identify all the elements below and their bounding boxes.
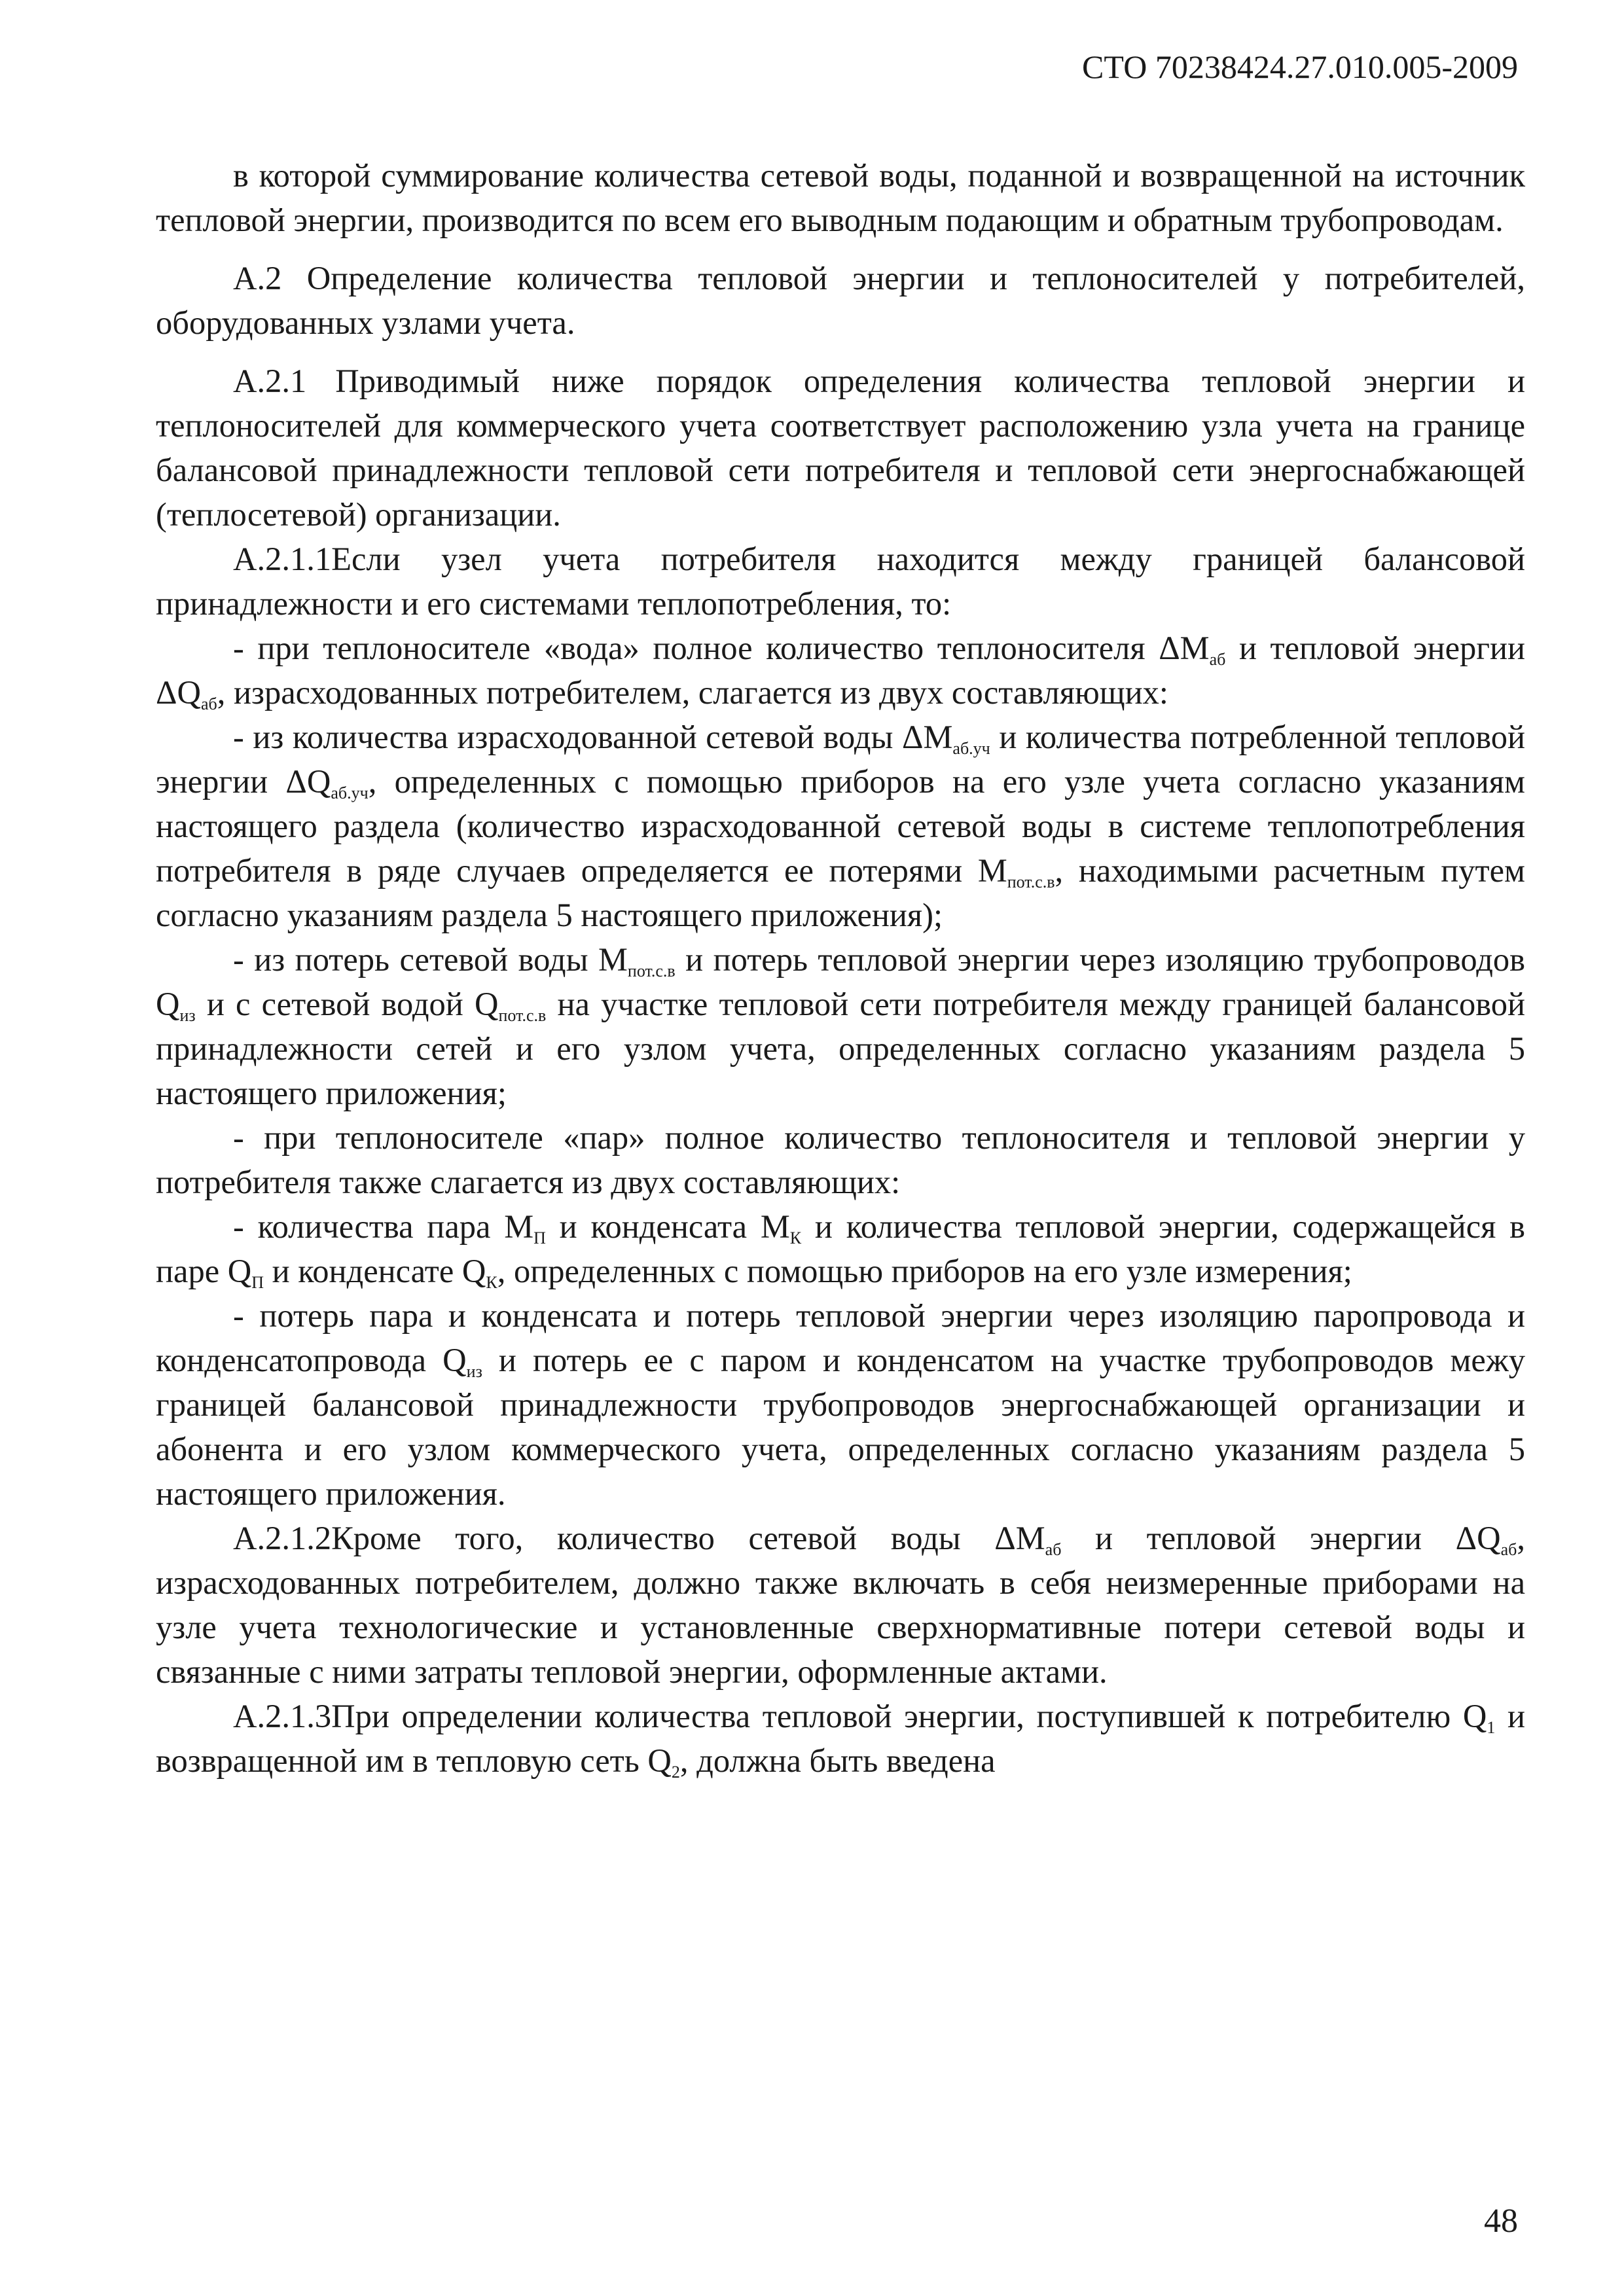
paragraph-a2-1-2: А.2.1.2Кроме того, количество сетевой воды $\Delta M_{аб}$ и тепловой энергии $\Delta Q_{аб}$, израсходованных потребителем, должно также включать в себя неизмеренные приборами на узле учета технологические и установленные сверхнормативные потери сетевой воды и связанные с ними затраты тепловой энергии, оформленные актами.	[156, 1520, 1526, 1690]
formula-delta-q-abuch: $\Delta Q_{аб.уч}$	[285, 763, 369, 802]
formula-q-potsv: $Q_{пот.с.в}$	[474, 986, 547, 1025]
clause-number: А.2.1.2	[233, 1520, 332, 1556]
formula-q-p: $Q_П$	[227, 1253, 264, 1292]
formula-m-potsv: $M_{пот.с.в}$	[977, 852, 1055, 891]
formula-q-iz: $Q_{из}$	[156, 986, 196, 1025]
document-code-header: СТО 70238424.27.010.005-2009	[1082, 48, 1518, 85]
list-item-steam: - при теплоносителе «пар» полное количество теплоносителя и тепловой энергии у потребителя также слагается из двух составляющих:	[156, 1119, 1525, 1200]
formula-delta-q-ab: $\Delta Q_{аб}$	[1455, 1520, 1517, 1559]
section-heading-a2: А.2 Определение количества тепловой энергии и теплоносителей у потребителей, оборудованных узлами учета.	[156, 260, 1525, 341]
formula-delta-q-ab: $\Delta Q_{аб}$	[156, 674, 217, 713]
formula-q2: $Q_2$	[647, 1742, 680, 1782]
formula-m-potsv: $M_{пот.с.в}$	[598, 941, 676, 980]
formula-m-p: $M_П$	[504, 1208, 546, 1247]
clause-number: А.2.1.3	[233, 1698, 332, 1734]
list-item-steam-losses: - потерь пара и конденсата и потерь тепловой энергии через изоляцию паропровода и конденсатопровода $Q_{из}$ и потерь ее с паром и конденсатом на участке трубопроводов межу границей балансовой принадлежности трубопроводов энергоснабжающей организации и абонента и его узлом коммерческого учета, определенных согласно указаниям раздела 5 настоящего приложения.	[156, 1297, 1525, 1512]
list-item-water: - при теплоносителе «вода» полное количество теплоносителя $\Delta M_{аб}$ и тепловой энергии $\Delta Q_{аб}$, израсходованных потребителем, слагается из двух составляющих:	[156, 630, 1525, 713]
list-item-steam-quantity: - количества пара $M_П$ и конденсата $M_К$ и количества тепловой энергии, содержащейся в паре $Q_П$ и конденсате $Q_К$, определенных с помощью приборов на его узле измерения;	[156, 1208, 1525, 1292]
formula-delta-m-ab: $\Delta M_{аб}$	[1159, 630, 1226, 669]
formula-q-k: $Q_К$	[461, 1253, 497, 1292]
paragraph-a2-1-1: А.2.1.1Если узел учета потребителя находится между границей балансовой принадлежности и его системами теплопотребления, то:	[156, 541, 1525, 622]
list-item-water-consumed: - из количества израсходованной сетевой воды $\Delta M_{аб.уч}$ и количества потребленной тепловой энергии $\Delta Q_{аб.уч}$, определенных с помощью приборов на его узле учета согласно указаниям настоящего раздела (количество израсходованной сетевой воды в системе теплопотребления потребителя в ряде случаев определяется ее потерями $M_{пот.с.в}$, находимыми расчетным путем согласно указаниям раздела 5 настоящего приложения);	[156, 719, 1525, 933]
clause-number: А.2.1.1	[233, 541, 332, 577]
list-item-water-losses: - из потерь сетевой воды $M_{пот.с.в}$ и потерь тепловой энергии через изоляцию трубопроводов $Q_{из}$ и с сетевой водой $Q_{пот.с.в}$ на участке тепловой сети потребителя между границей балансовой принадлежности сетей и его узлом учета, определенных согласно указаниям раздела 5 настоящего приложения;	[156, 941, 1525, 1111]
clause-number: А.2.1	[233, 363, 307, 399]
body-text	[156, 153, 1525, 1783]
formula-delta-m-ab: $\Delta M_{аб}$	[994, 1520, 1062, 1559]
formula-q-iz: $Q_{из}$	[442, 1342, 482, 1381]
paragraph-a2-1-3: А.2.1.3При определении количества тепловой энергии, поступившей к потребителю $Q_1$ и возвращенной им в тепловую сеть $Q_2$, должна быть введена	[156, 1698, 1525, 1782]
formula-q1: $Q_1$	[1462, 1698, 1496, 1737]
formula-m-k: $M_К$	[760, 1208, 802, 1247]
page-number: 48	[1484, 2202, 1518, 2240]
paragraph-continuation: в которой суммирование количества сетевой воды, поданной и возвращенной на источник тепловой энергии, производится по всем его выводным подающим и обратным трубопроводам.	[156, 157, 1525, 238]
paragraph-a2-1: А.2.1 Приводимый ниже порядок определения количества тепловой энергии и теплоносителей для коммерческого учета соответствует расположению узла учета на границе балансовой принадлежности тепловой сети потребителя и тепловой сети энергоснабжающей (теплосетевой) организации.	[156, 363, 1525, 533]
formula-delta-m-abuch: $\Delta M_{аб.уч}$	[902, 719, 990, 758]
